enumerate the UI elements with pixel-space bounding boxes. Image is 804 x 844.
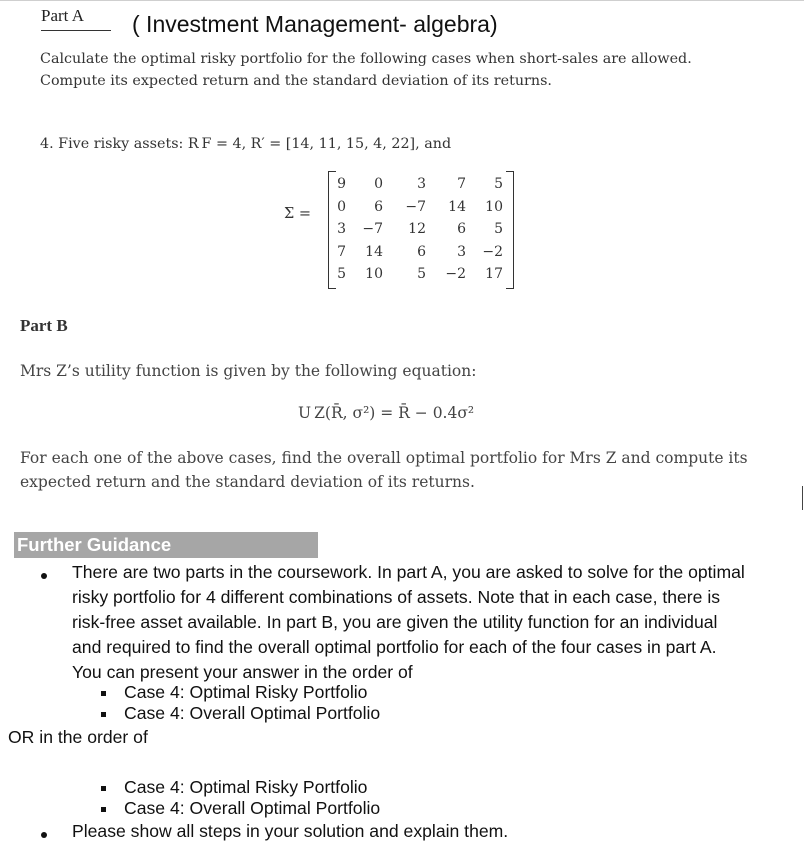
sigma-label: Σ = <box>284 206 312 222</box>
matrix-row <box>332 218 503 241</box>
sub-bullet-square <box>101 691 106 696</box>
bullet-dot <box>41 573 47 579</box>
part-a-instruction-line-2: Compute its expected return and the standard deviation of its returns. <box>40 73 552 89</box>
part-b-instruction-line-2: expected return and the standard deviation of its returns. <box>20 473 475 491</box>
guidance-heading: Further Guidance <box>17 534 172 555</box>
part-a-title: ( Investment Management- algebra) <box>132 11 498 37</box>
or-text: OR in the order of <box>8 727 148 747</box>
sub-item-1a: Case 4: Optimal Risky Portfolio <box>124 682 368 702</box>
guidance-bullet-1-line-5: You can present your answer in the order of <box>72 662 413 682</box>
matrix-cell: 7 <box>457 176 466 192</box>
part-a-label: Part A <box>41 6 84 25</box>
matrix-cell: 5 <box>417 266 426 283</box>
guidance-bullet-1-line-3: risk-free asset available. In part B, you are given the utility function for an individual <box>72 612 718 632</box>
matrix-cell: 17 <box>485 266 503 283</box>
matrix-cell: −7 <box>362 221 383 238</box>
covariance-matrix <box>328 171 514 289</box>
matrix-cell: 3 <box>457 243 466 260</box>
sub-item-1b: Case 4: Overall Optimal Portfolio <box>124 703 381 723</box>
guidance-bullet-1-line-2: risky portfolio for 4 different combinations of assets. Note that in each case, there is <box>72 587 721 607</box>
matrix-cell: 10 <box>365 266 383 283</box>
guidance-heading-box <box>14 532 318 558</box>
matrix-cell: 6 <box>457 221 466 238</box>
part-b-instruction-line-1: For each one of the above cases, find the overall optimal portfolio for Mrs Z and compute its <box>20 449 748 467</box>
part-b-intro: Mrs Z’s utility function is given by the following equation: <box>20 362 477 380</box>
guidance-bullet-1-line-4: and required to find the overall optimal portfolio for each of the four cases in part A. <box>72 637 717 657</box>
matrix-cell: −2 <box>482 243 503 260</box>
text-cursor <box>802 486 803 510</box>
matrix-cell: 14 <box>448 198 466 215</box>
guidance-bullet-1-line-1: There are two parts in the coursework. In part A, you are asked to solve for the optimal <box>72 562 745 582</box>
matrix-cell: −2 <box>445 266 466 283</box>
matrix-row <box>332 263 503 286</box>
matrix-right-bracket <box>506 171 514 289</box>
matrix-grid <box>332 173 503 286</box>
matrix-cell: 12 <box>408 221 426 238</box>
matrix-cell: 0 <box>337 198 346 215</box>
matrix-row <box>332 173 503 196</box>
sub-bullet-square <box>101 786 106 791</box>
matrix-cell: 10 <box>485 198 503 215</box>
matrix-cell: −7 <box>405 198 426 215</box>
sub-item-2a: Case 4: Optimal Risky Portfolio <box>124 777 368 797</box>
matrix-cell: 7 <box>337 243 346 260</box>
part-a-instruction-line-1: Calculate the optimal risky portfolio for the following cases when short-sales are allowed. <box>40 51 692 67</box>
part-b-label: Part B <box>20 316 68 335</box>
matrix-cell: 9 <box>337 176 346 192</box>
matrix-row <box>332 241 503 264</box>
matrix-cell: 3 <box>337 221 346 238</box>
bullet-dot <box>41 832 47 838</box>
matrix-cell: 14 <box>365 243 383 260</box>
matrix-cell: 5 <box>337 266 346 283</box>
matrix-cell: 5 <box>494 221 503 238</box>
guidance-bullet-2: Please show all steps in your solution and explain them. <box>72 821 509 841</box>
sub-item-2b: Case 4: Overall Optimal Portfolio <box>124 798 381 818</box>
sub-bullet-square <box>101 807 106 812</box>
matrix-cell: 5 <box>494 176 503 192</box>
sub-bullet-square <box>101 712 106 717</box>
matrix-cell: 3 <box>417 176 426 192</box>
top-border-line <box>0 0 804 1</box>
matrix-cell: 0 <box>374 176 383 192</box>
part-a-underline <box>41 30 111 31</box>
matrix-cell: 6 <box>374 198 383 215</box>
matrix-cell: 6 <box>417 243 426 260</box>
matrix-row <box>332 196 503 219</box>
question-4-text: 4. Five risky assets: R F = 4, R′ = [14, 11, 15, 4, 22], and <box>40 136 452 152</box>
utility-equation: U Z(R̄, σ²) = R̄ − 0.4σ² <box>298 404 475 422</box>
